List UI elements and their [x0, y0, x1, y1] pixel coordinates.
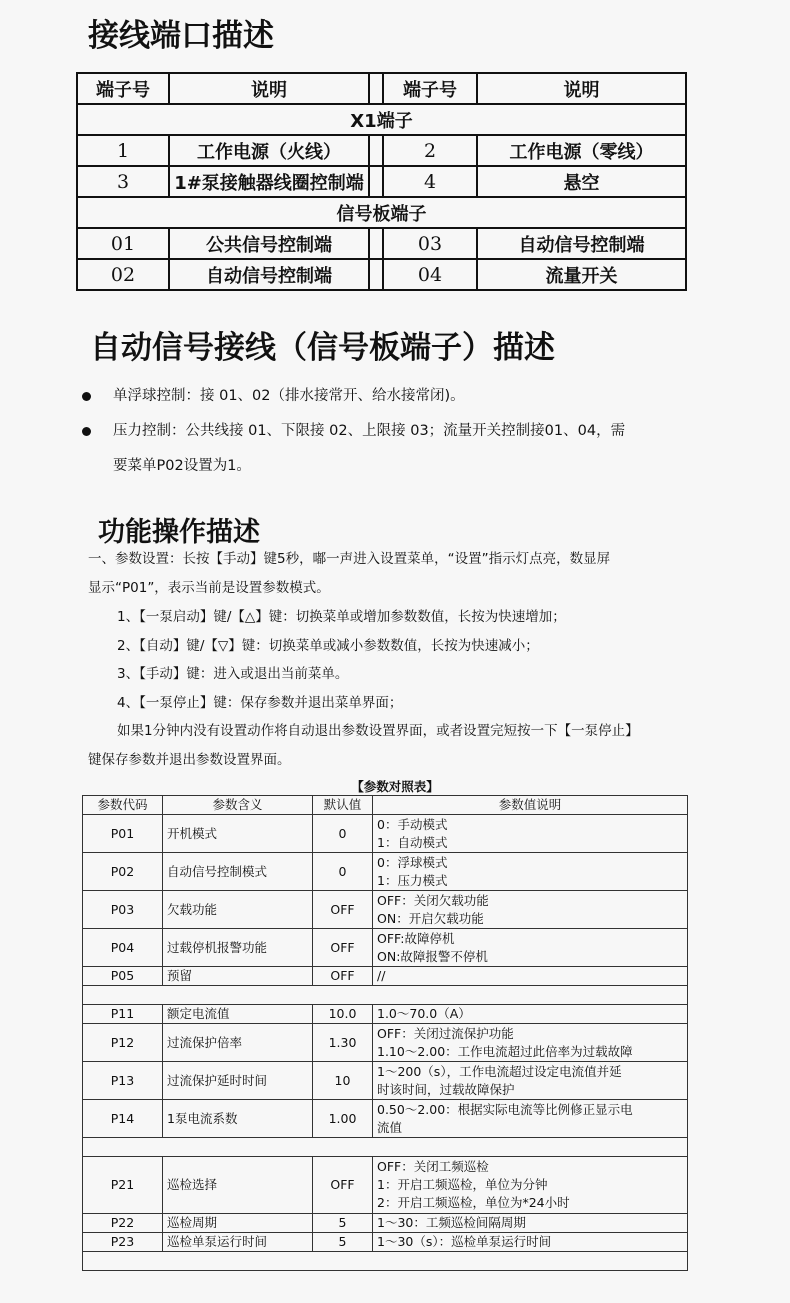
terminal-number: 3: [77, 166, 169, 197]
param-default: 5: [313, 1214, 373, 1233]
description-line: OFF：关闭工频巡检: [377, 1159, 489, 1174]
terminal-description: 流量开关: [477, 259, 686, 290]
header-cell: 参数值说明: [373, 796, 688, 815]
param-default: 0: [313, 815, 373, 853]
terminal-number: 01: [77, 228, 169, 259]
table-row: [77, 228, 686, 259]
wiring-table: [76, 72, 687, 291]
auto-signal-title: 自动信号接线（信号板端子）描述: [90, 330, 555, 366]
param-default: 0: [313, 853, 373, 891]
table-row: [77, 259, 686, 290]
description-line: 流值: [377, 1119, 403, 1135]
wiring-ports-title: 接线端口描述: [88, 18, 274, 54]
param-table: [82, 795, 688, 1271]
param-description: [373, 853, 688, 891]
param-name: 过流保护延时时间: [163, 1062, 313, 1100]
step-4: 4、【一泵停止】键：保存参数并退出菜单界面；: [117, 695, 403, 711]
param-code: P12: [83, 1024, 163, 1062]
header-cell: 说明: [477, 73, 686, 104]
bullet-item: [82, 419, 625, 440]
param-name: 自动信号控制模式: [163, 853, 313, 891]
description-line: 0.50～2.00：根据实际电流等比例修正显示电: [377, 1101, 633, 1117]
param-code: P02: [83, 853, 163, 891]
bullet-icon: [82, 392, 91, 401]
terminal-description: 公共信号控制端: [169, 228, 369, 259]
param-description: [373, 967, 688, 986]
param-default: OFF: [313, 967, 373, 986]
param-name: 巡检单泵运行时间: [163, 1233, 313, 1252]
header-cell: 端子号: [77, 73, 169, 104]
terminal-number: 02: [77, 259, 169, 290]
param-default: 5: [313, 1233, 373, 1252]
header-cell: 参数含义: [163, 796, 313, 815]
param-default: OFF: [313, 1157, 373, 1214]
param-description: [373, 1005, 688, 1024]
step-2: 2、【自动】键/【▽】键：切换菜单或减小参数数值，长按为快速减小；: [117, 638, 539, 654]
blank-cell: [83, 1252, 688, 1271]
column-gap: [369, 228, 383, 259]
bullet-text: 压力控制：公共线接 01、下限接 02、上限接 03；流量开关控制接01、04，需: [113, 423, 626, 439]
paragraph-line: 显示“P01”，表示当前是设置参数模式。: [88, 580, 330, 596]
description-line: OFF:故障停机: [377, 930, 455, 946]
function-operation-title: 功能操作描述: [98, 517, 260, 548]
bullet-continuation: 要菜单P02设置为1。: [113, 458, 251, 474]
param-code: P11: [83, 1005, 163, 1024]
header-cell: 说明: [169, 73, 369, 104]
table-row: [83, 1024, 688, 1062]
description-line: 1.10～2.00：工作电流超过此倍率为过载故障: [377, 1043, 633, 1059]
param-name: 巡检周期: [163, 1214, 313, 1233]
param-default: OFF: [313, 929, 373, 967]
terminal-description: 1#泵接触器线圈控制端: [169, 166, 369, 197]
blank-row: [83, 1138, 688, 1157]
param-default: 1.00: [313, 1100, 373, 1138]
param-description: [373, 1233, 688, 1252]
group-title-row: [77, 104, 686, 135]
param-description: [373, 1100, 688, 1138]
description-line: 1：压力模式: [377, 872, 448, 888]
step-3: 3、【手动】键：进入或退出当前菜单。: [117, 666, 349, 682]
param-code: P05: [83, 967, 163, 986]
param-name: 1泵电流系数: [163, 1100, 313, 1138]
param-name: 过载停机报警功能: [163, 929, 313, 967]
description-line: 1～30：工频巡检间隔周期: [377, 1215, 526, 1230]
paragraph-line: 如果1分钟内没有设置动作将自动退出参数设置界面，或者设置完短按一下【一泵停止】: [117, 723, 639, 739]
param-description: [373, 1024, 688, 1062]
description-line: 2：开启工频巡检，单位为*24小时: [377, 1195, 570, 1210]
table-row: [83, 1214, 688, 1233]
description-line: 0：浮球模式: [377, 854, 448, 870]
description-line: 1：开启工频巡检，单位为分钟: [377, 1177, 548, 1192]
description-line: 1～30（s）：巡检单泵运行时间: [377, 1234, 552, 1249]
header-cell: 参数代码: [83, 796, 163, 815]
terminal-description: 工作电源（火线）: [169, 135, 369, 166]
param-name: 巡检选择: [163, 1157, 313, 1214]
param-code: P01: [83, 815, 163, 853]
param-code: P04: [83, 929, 163, 967]
terminal-number: 1: [77, 135, 169, 166]
param-description: [373, 929, 688, 967]
table-row: [83, 891, 688, 929]
step-1: 1、【一泵启动】键/【△】键：切换菜单或增加参数数值，长按为快速增加；: [117, 609, 566, 625]
table-row: [83, 1233, 688, 1252]
description-line: 时该时间，过载故障保护: [377, 1081, 515, 1097]
group-title: X1端子: [77, 104, 686, 135]
bullet-icon: [82, 427, 91, 436]
param-code: P13: [83, 1062, 163, 1100]
bullet-item: [82, 384, 465, 405]
description-line: //: [377, 968, 386, 983]
table-row: [83, 967, 688, 986]
terminal-description: 悬空: [477, 166, 686, 197]
description-line: ON：开启欠载功能: [377, 910, 484, 926]
param-description: [373, 815, 688, 853]
description-line: ON:故障报警不停机: [377, 948, 488, 964]
terminal-description: 工作电源（零线）: [477, 135, 686, 166]
column-gap: [369, 259, 383, 290]
paragraph-line: 一、参数设置：长按【手动】键5秒，嘟一声进入设置菜单，“设置”指示灯点亮，数显屏: [88, 551, 611, 567]
description-line: 1.0～70.0（A）: [377, 1006, 471, 1021]
param-code: P21: [83, 1157, 163, 1214]
description-line: 1：自动模式: [377, 834, 448, 850]
blank-cell: [83, 986, 688, 1005]
table-row: [83, 1157, 688, 1214]
param-description: [373, 1214, 688, 1233]
blank-row: [83, 1252, 688, 1271]
param-name: 预留: [163, 967, 313, 986]
param-description: [373, 891, 688, 929]
param-description: [373, 1157, 688, 1214]
terminal-number: 04: [383, 259, 477, 290]
table-header-row: [83, 796, 688, 815]
header-cell: 端子号: [383, 73, 477, 104]
table-row: [83, 1005, 688, 1024]
column-gap: [369, 73, 383, 104]
description-line: OFF：关闭过流保护功能: [377, 1025, 514, 1041]
description-line: 0：手动模式: [377, 816, 448, 832]
group-title: 信号板端子: [77, 197, 686, 228]
param-name: 开机模式: [163, 815, 313, 853]
param-code: P14: [83, 1100, 163, 1138]
header-cell: 默认值: [313, 796, 373, 815]
description-line: 1～200（s），工作电流超过设定电流值并延: [377, 1063, 622, 1079]
param-description: [373, 1062, 688, 1100]
column-gap: [369, 166, 383, 197]
terminal-number: 2: [383, 135, 477, 166]
terminal-number: 4: [383, 166, 477, 197]
table-row: [83, 1062, 688, 1100]
table-row: [83, 853, 688, 891]
param-default: OFF: [313, 891, 373, 929]
param-default: 1.30: [313, 1024, 373, 1062]
description-line: OFF：关闭欠载功能: [377, 892, 489, 908]
group-title-row: [77, 197, 686, 228]
param-code: P22: [83, 1214, 163, 1233]
blank-cell: [83, 1138, 688, 1157]
param-code: P23: [83, 1233, 163, 1252]
table-header-row: [77, 73, 686, 104]
table-row: [83, 1100, 688, 1138]
paragraph-line: 键保存参数并退出参数设置界面。: [88, 752, 291, 768]
param-name: 欠载功能: [163, 891, 313, 929]
param-name: 额定电流值: [163, 1005, 313, 1024]
param-name: 过流保护倍率: [163, 1024, 313, 1062]
param-code: P03: [83, 891, 163, 929]
bullet-text: 单浮球控制：接 01、02（排水接常开、给水接常闭)。: [113, 388, 465, 404]
column-gap: [369, 135, 383, 166]
param-table-caption: 【参数对照表】: [351, 779, 439, 794]
table-row: [77, 166, 686, 197]
param-default: 10.0: [313, 1005, 373, 1024]
terminal-description: 自动信号控制端: [477, 228, 686, 259]
terminal-number: 03: [383, 228, 477, 259]
param-default: 10: [313, 1062, 373, 1100]
terminal-description: 自动信号控制端: [169, 259, 369, 290]
blank-row: [83, 986, 688, 1005]
table-row: [83, 929, 688, 967]
table-row: [77, 135, 686, 166]
table-row: [83, 815, 688, 853]
